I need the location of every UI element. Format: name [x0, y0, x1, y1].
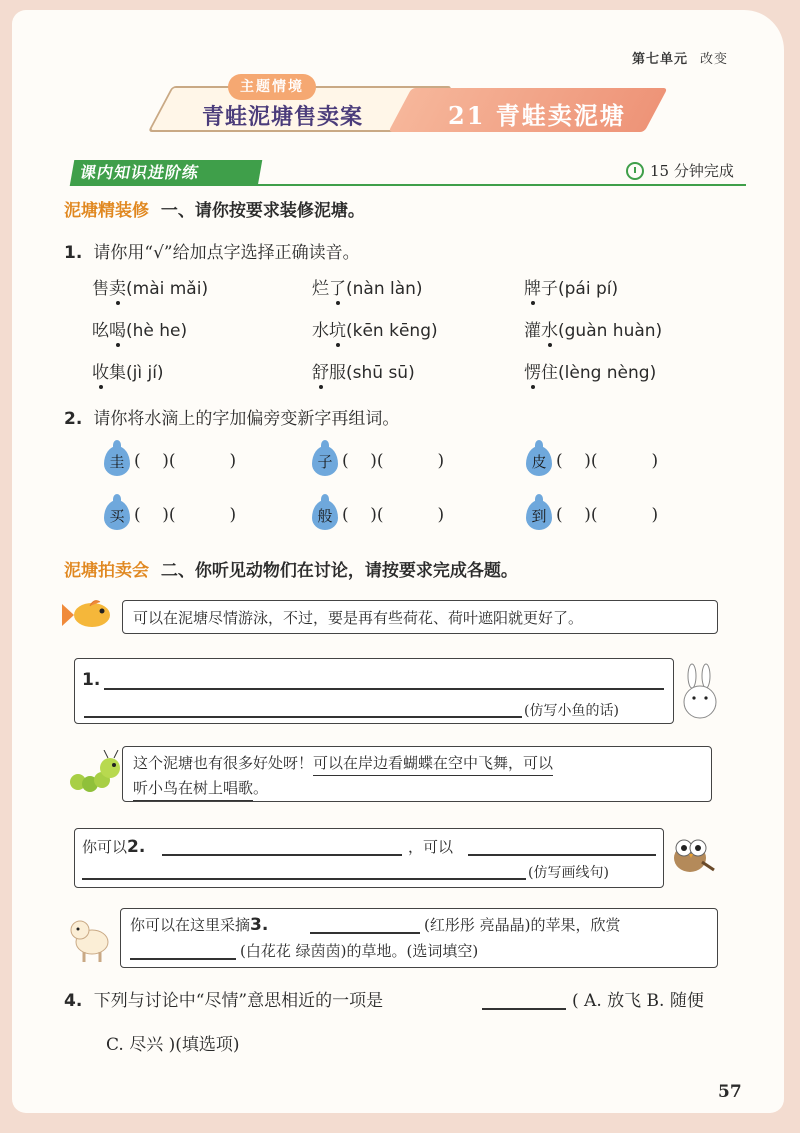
q4-options-b: C. 尽兴 )(填选项) — [106, 1035, 240, 1055]
part1-tag: 泥塘精装修 — [64, 201, 149, 221]
dotted-character: 了 — [329, 279, 346, 299]
answer-parens[interactable]: ( )( ) — [342, 505, 445, 525]
answer-2-hint: (仿写画线句) — [528, 865, 609, 881]
page-number: 57 — [718, 1082, 742, 1102]
pinyin-item[interactable] — [92, 316, 187, 341]
drop-item — [104, 500, 236, 530]
drop-character: 皮 — [531, 452, 547, 471]
dotted-character: 坑 — [329, 321, 346, 341]
part1-heading-text: 一、请你按要求装修泥塘。 — [160, 201, 365, 221]
caterpillar-speech: 这个泥塘也有很多好处呀！可以在岸边看蝴蝶在空中飞舞，可以 听小鸟在树上唱歌。 — [122, 746, 712, 802]
drop-character: 买 — [109, 506, 125, 525]
timer-text: 15 分钟完成 — [650, 162, 734, 180]
pinyin-word: 灌水 — [524, 321, 558, 341]
pinyin-word: 舒服 — [312, 363, 346, 383]
q1-prompt: 1. 请你用“√”给加点字选择正确读音。 — [64, 243, 360, 263]
sheep-icon — [68, 912, 112, 962]
sheep-line-1b: (红彤彤 亮晶晶)的苹果，欣赏 — [424, 916, 621, 934]
part2-heading — [64, 556, 518, 581]
pinyin-options[interactable]: (jì jí) — [126, 363, 164, 383]
pinyin-word: 愣住 — [524, 363, 558, 383]
dotted-character: 牌 — [524, 279, 541, 299]
pinyin-word: 烂了 — [312, 279, 346, 299]
pinyin-options[interactable]: (nàn làn) — [346, 279, 423, 299]
pinyin-item[interactable] — [312, 316, 438, 341]
water-drop-icon — [526, 446, 552, 476]
pinyin-item[interactable] — [524, 358, 656, 383]
drop-item — [312, 446, 444, 476]
dotted-character: 愣 — [524, 363, 541, 383]
lesson-title: 21 青蛙卖泥塘 — [448, 101, 626, 130]
pinyin-options[interactable]: (kēn kēng) — [346, 321, 438, 341]
answer-1-hint: (仿写小鱼的话) — [524, 703, 619, 719]
pinyin-word: 吆喝 — [92, 321, 126, 341]
pinyin-word: 收集 — [92, 363, 126, 383]
answer-1-line-1[interactable] — [104, 688, 664, 690]
q2-prompt: 2. 请你将水滴上的字加偏旁变新字再组词。 — [64, 409, 400, 429]
pinyin-word: 牌子 — [524, 279, 558, 299]
drop-character: 圭 — [109, 452, 125, 471]
pinyin-item[interactable] — [92, 274, 208, 299]
pinyin-options[interactable]: (mài mǎi) — [126, 279, 209, 299]
dotted-character: 水 — [541, 321, 558, 341]
answer-1-line-2[interactable] — [84, 716, 522, 718]
part1-heading — [64, 196, 365, 221]
part2-heading-text: 二、你听见动物们在讨论，请按要求完成各题。 — [160, 561, 518, 581]
answer-parens[interactable]: ( )( ) — [134, 451, 237, 471]
rabbit-icon — [680, 662, 720, 720]
caterpillar-icon — [68, 750, 122, 794]
fish-speech: 可以在泥塘尽情游泳，不过，要是再有些荷花、荷叶遮阳就更好了。 — [122, 600, 718, 634]
answer-1-num: 1. — [82, 670, 101, 690]
section-divider — [252, 184, 746, 186]
pinyin-options[interactable]: (lèng nèng) — [558, 363, 657, 383]
pinyin-item[interactable] — [92, 358, 164, 383]
answer-2-lead: 你可以2. — [82, 837, 146, 857]
workbook-page — [12, 10, 784, 1113]
pinyin-options[interactable]: (pái pí) — [558, 279, 619, 299]
water-drop-icon — [104, 446, 130, 476]
part2-tag: 泥塘拍卖会 — [64, 561, 149, 581]
sheep-blank-2[interactable] — [130, 958, 236, 960]
answer-parens[interactable]: ( )( ) — [342, 451, 445, 471]
theme-title: 青蛙泥塘售卖案 — [202, 105, 364, 130]
sheep-line-1: 你可以在这里采摘3. — [130, 915, 269, 935]
answer-parens[interactable]: ( )( ) — [556, 451, 659, 471]
dotted-character: 收 — [92, 363, 109, 383]
water-drop-icon — [104, 500, 130, 530]
answer-2-line-1[interactable] — [162, 854, 402, 856]
dotted-character: 喝 — [109, 321, 126, 341]
dotted-character: 舒 — [312, 363, 329, 383]
water-drop-icon — [312, 500, 338, 530]
pinyin-word: 售卖 — [92, 279, 126, 299]
drop-item — [104, 446, 236, 476]
q4-blank[interactable] — [482, 1008, 566, 1010]
section-title: 课内知识进阶练 — [70, 160, 263, 186]
timer — [626, 160, 734, 181]
pinyin-item[interactable] — [524, 274, 618, 299]
pinyin-options[interactable]: (shū sū) — [346, 363, 415, 383]
fish-icon — [62, 598, 116, 632]
q4-prompt: 4. 下列与讨论中“尽情”意思相近的一项是 — [64, 991, 384, 1011]
drop-item — [526, 500, 658, 530]
pinyin-word: 水坑 — [312, 321, 346, 341]
drop-character: 到 — [531, 506, 547, 525]
sheep-blank-1[interactable] — [310, 932, 420, 934]
pinyin-options[interactable]: (guàn huàn) — [558, 321, 663, 341]
underlined-sentence-cont: 听小鸟在树上唱歌 — [133, 776, 253, 801]
answer-2-line-2[interactable] — [468, 854, 656, 856]
drop-item — [312, 500, 444, 530]
clock-icon — [626, 162, 644, 180]
dotted-character: 卖 — [109, 279, 126, 299]
q4-options-a: ( A. 放飞 B. 随便 — [572, 991, 704, 1011]
answer-2-line-3[interactable] — [82, 878, 526, 880]
water-drop-icon — [526, 500, 552, 530]
pinyin-item[interactable] — [312, 358, 415, 383]
bird-icon — [668, 830, 716, 878]
sheep-line-2: (白花花 绿茵茵)的草地。(选词填空) — [240, 942, 479, 960]
answer-parens[interactable]: ( )( ) — [134, 505, 237, 525]
drop-character: 般 — [317, 506, 333, 525]
drop-item — [526, 446, 658, 476]
answer-parens[interactable]: ( )( ) — [556, 505, 659, 525]
answer-2-mid: ，可以 — [408, 838, 454, 856]
pinyin-options[interactable]: (hè he) — [126, 321, 188, 341]
unit-label: 第七单元 改变 — [632, 52, 729, 67]
water-drop-icon — [312, 446, 338, 476]
pinyin-item[interactable] — [312, 274, 423, 299]
underlined-sentence: 可以在岸边看蝴蝶在空中飞舞，可以 — [313, 751, 553, 776]
theme-tag: 主题情境 — [228, 74, 316, 100]
drop-character: 子 — [317, 452, 333, 471]
pinyin-item[interactable] — [524, 316, 662, 341]
